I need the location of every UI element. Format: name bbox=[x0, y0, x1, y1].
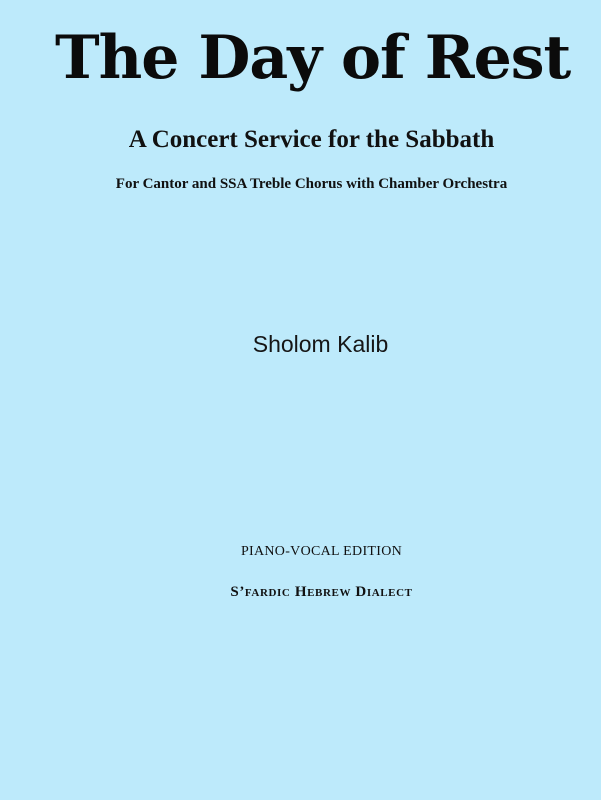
dialect-label: S’fardic Hebrew Dialect bbox=[230, 584, 413, 600]
edition-label: PIANO-VOCAL EDITION bbox=[240, 544, 403, 559]
page-title: The Day of Rest bbox=[55, 23, 571, 93]
composer-name: Sholom Kalib bbox=[252, 331, 389, 357]
scoring-description: For Cantor and SSA Treble Chorus with Chamber Orchestra bbox=[115, 176, 508, 192]
subtitle: A Concert Service for the Sabbath bbox=[128, 126, 495, 153]
